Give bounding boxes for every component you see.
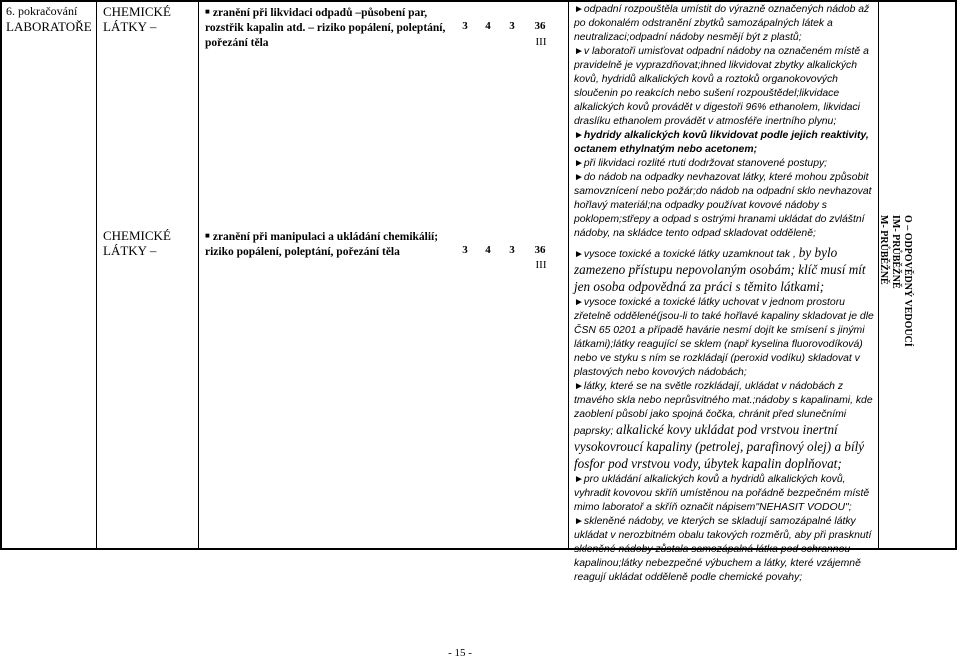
arrow-right-icon: ► xyxy=(574,130,584,141)
measure-item: ►v laboratoři umisťovat odpadní nádoby na označeném místě a pravidelně je vyprazdňovat;ihned likvidovat zbytky alkalických kovů, hydridů alkalických kovů a roztoků organokovových sloučenin po reakcích nebo sušení rozpouštědel;likvidace alkalických kovů provádět v digestoři 96% ethanolem, likvidaci draslíku ethanolem provádět v atmosféře inertního plynu; xyxy=(574,46,869,127)
arrow-right-icon: ► xyxy=(574,172,584,183)
measure-item: ►vysoce toxické a toxické látky uzamknout tak , by bylo zamezeno přístupu nepovolaným osobám; klíč musí mít jen osoba odpovědná za práci s těmito látkami; xyxy=(574,245,866,294)
score-n: 4 xyxy=(485,20,491,32)
risk-category: III xyxy=(535,259,547,271)
arrow-right-icon: ► xyxy=(574,4,584,15)
score-r: 36 xyxy=(534,244,546,256)
hazard-suffix: LÁTKY – xyxy=(103,19,157,34)
arrow-right-icon: ► xyxy=(574,297,584,308)
score-r: 36 xyxy=(534,20,546,32)
hazard-name: CHEMICKÉ xyxy=(103,4,171,19)
arrow-right-icon: ► xyxy=(574,46,584,57)
column-divider xyxy=(198,2,199,548)
score-n: 4 xyxy=(485,244,491,256)
arrow-right-icon: ► xyxy=(574,474,584,485)
page-number: - 15 - xyxy=(448,647,472,659)
column-divider xyxy=(96,2,97,548)
score-p: 3 xyxy=(462,20,468,32)
arrow-right-icon: ► xyxy=(574,158,584,169)
measures-cell xyxy=(574,3,880,585)
activity-cell-1 xyxy=(205,4,453,51)
square-bullet-icon: ■ xyxy=(205,7,210,16)
square-bullet-icon: ■ xyxy=(205,231,210,240)
score-d: 3 xyxy=(509,20,515,32)
hazard-suffix: LÁTKY – xyxy=(103,243,157,258)
hazard-name: CHEMICKÉ xyxy=(103,228,171,243)
column-divider xyxy=(568,2,569,548)
area-name: LABORATOŘE xyxy=(6,19,92,34)
measure-item: ►odpadní rozpouštěla umístit do výrazně označených nádob až po dokonalém odstranění zbytků samozápalných látek a neutralizaci;odpadní nádoby nesmějí být z plastů; xyxy=(574,4,870,43)
arrow-right-icon: ► xyxy=(574,516,584,527)
activity-text: pořezání těla xyxy=(205,37,269,49)
risk-category: III xyxy=(535,36,547,48)
arrow-right-icon: ► xyxy=(574,249,584,260)
measure-item: ►skleněné nádoby, ve kterých se skladují samozápalné látky ukládat v nerozbitném obalu takových rozměrů, aby při prasknutí skleněné nádoby zůstala samozápalná látka pod ochrannou kapalinou;látky nebezpečné výbuchem a látky, které vzájemně reagují ukládat odděleně podle chemické povahy; xyxy=(574,516,872,583)
deadline-im: IM- PRŮBĚŽNĚ xyxy=(890,215,901,289)
score-d: 3 xyxy=(509,244,515,256)
measure-item: ►do nádob na odpadky nevhazovat látky, které mohou způsobit samovznícení nebo požár;do nádob na odpadní sklo nevhazovat hořlavý materiál;na odpadky používat kovové nádoby s poklopem;střepy a odpad s ostrými hranami ukládat do zvláštní nádoby, na skládce tento odpad skladovat odděleně; xyxy=(574,172,872,239)
activity-text: rozstřik kapalin atd. – riziko popálení, poleptání, xyxy=(205,22,446,34)
hazard-cell-1 xyxy=(103,4,198,34)
measure-item: ►látky, které se na světle rozkládají, ukládat v nádobách z tmavého skla nebo neprůsvitného mat.;nádoby s kapalinami, kde zaoblení působí jako spojná čočka, chránit před slunečními paprsky; alkalické kovy ukládat pod vrstvou inertní vysokovroucí kapaliny (petrolej, parafinový olej) a bílý fosfor pod vrstvou vody, úbytek kapalin doplňovat; xyxy=(574,381,873,471)
score-p: 3 xyxy=(462,244,468,256)
measure-item: ►pro ukládání alkalických kovů a hydridů alkalických kovů, vyhradit kovovou skříň umístěnou na pořádně bezpečném místě mimo laboratoř a skříň označit nápisem"NEHASIT VODOU"; xyxy=(574,474,870,513)
arrow-right-icon: ► xyxy=(574,381,584,392)
area-cell xyxy=(6,4,96,34)
hazard-cell-2 xyxy=(103,228,198,258)
measure-item: ►hydridy alkalických kovů likvidovat podle jejich reaktivity, octanem ethylnatým nebo acetonem; xyxy=(574,130,869,155)
deadline-m: M- PRŮBĚŽNĚ xyxy=(878,215,889,285)
responsible-person: O – ODPOVĚDNÝ VEDOUCÍ xyxy=(902,215,913,347)
activity-cell-2 xyxy=(205,228,453,260)
measure-item: ►při likvidaci rozlité rtuti dodržovat stanovené postupy; xyxy=(574,158,828,169)
activity-text: riziko popálení, poleptání, pořezání těla xyxy=(205,246,400,258)
area-continuation: 6. pokračování xyxy=(6,4,78,18)
measure-item: ►vysoce toxické a toxické látky uchovat v jednom prostoru zřetelně oddělené(jsou-li to také hořlavé kapaliny skladovat je dle ČSN 65 0201 a případě havárie nesmí dojít ke smísení s jinými látkami);látky reagující se sklem (např kyselina fluorovodíková) nebo ve styku s ním se rozkládají (peroxid vodíku) skladovat v plastových nebo kovových nádobách; xyxy=(574,297,874,378)
activity-text: zranění při likvidaci odpadů –působení par, xyxy=(212,7,428,19)
responsibility-cell xyxy=(868,215,958,347)
activity-text: zranění při manipulaci a ukládání chemikálií; xyxy=(212,231,439,243)
responsibility-text xyxy=(877,215,913,347)
